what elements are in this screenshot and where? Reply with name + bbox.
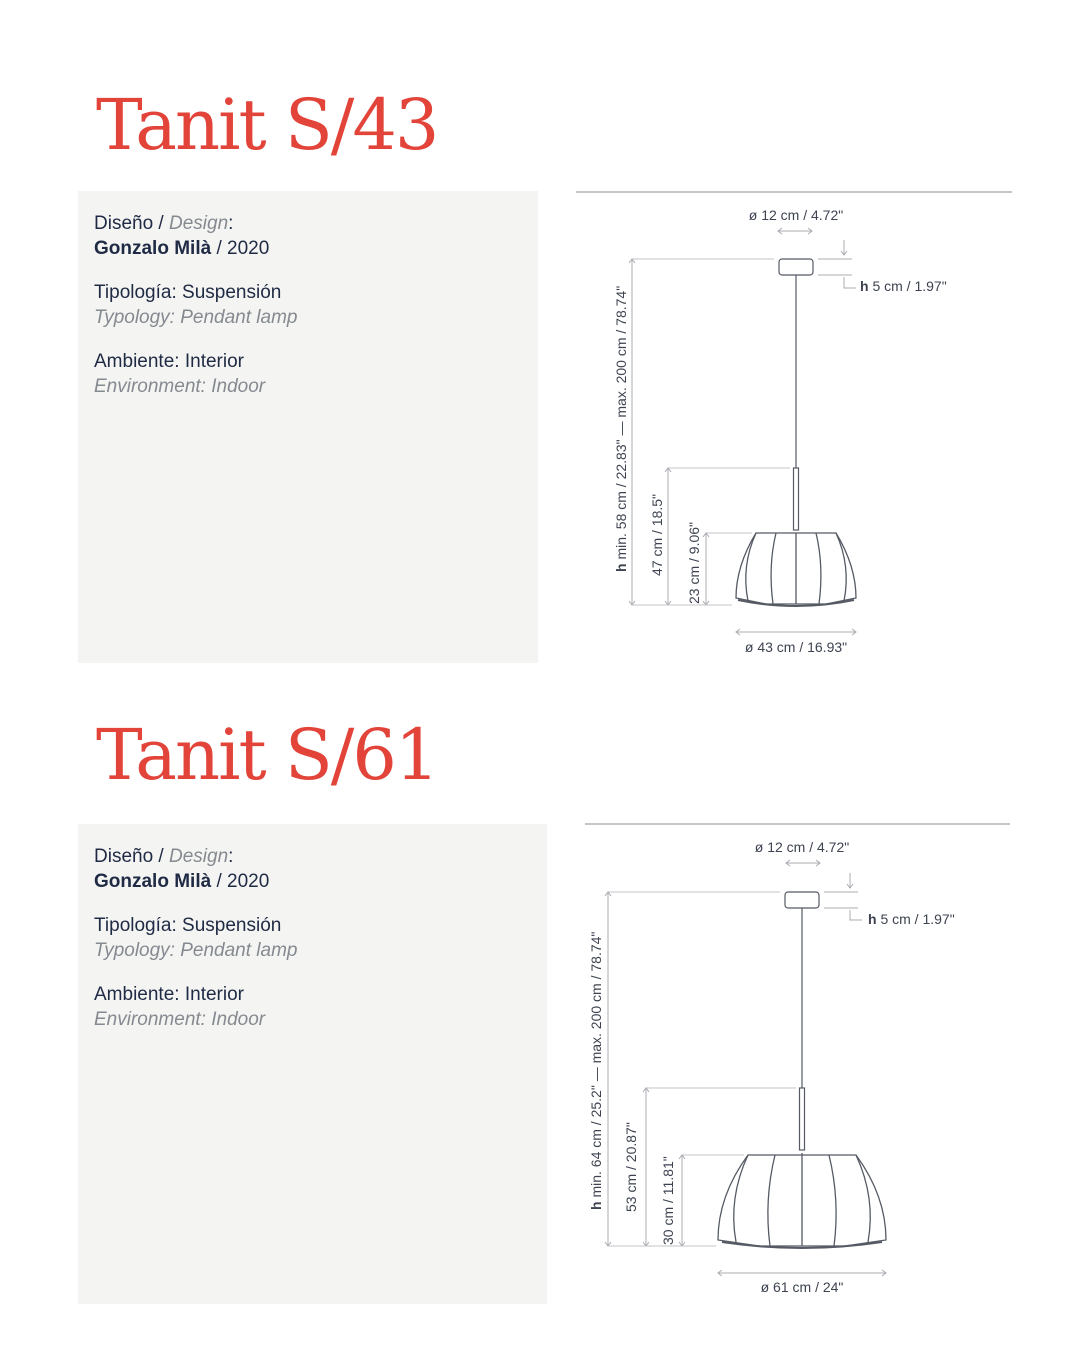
environment-line: Ambiente: Interior: [94, 351, 244, 372]
shade-height-label: 30 cm / 11.81": [660, 1156, 676, 1245]
product-title: Tanit S/43: [96, 84, 438, 166]
lamp-stem: [800, 1088, 805, 1150]
typology-label: Tipología: [94, 282, 172, 303]
total-height-label: h min. 58 cm / 22.83" — max. 200 cm / 78.74": [613, 285, 629, 572]
canopy: [785, 892, 819, 908]
design-label: Diseño: [94, 213, 154, 234]
canopy-height-label: h 5 cm / 1.97": [860, 278, 947, 294]
body-height-label: 47 cm / 18.5": [649, 493, 665, 576]
design-label-en: Design: [169, 846, 229, 867]
typology-label: Tipología: [94, 915, 172, 936]
info-panel: [78, 824, 547, 1304]
product-info: [94, 844, 298, 1032]
total-height-label: h min. 64 cm / 25.2" — max. 200 cm / 78.74": [588, 931, 604, 1210]
environment-label: Ambiente: [94, 984, 175, 1005]
typology-en: Typology: Pendant lamp: [94, 307, 298, 328]
design-label-en: Design: [169, 213, 229, 234]
typology-line: Tipología: Suspensión: [94, 915, 282, 936]
designer-line: Gonzalo Milà / 2020: [94, 871, 270, 892]
design-year: 2020: [227, 238, 270, 259]
canopy-diameter-label: ø 12 cm / 4.72": [748, 207, 844, 223]
info-panel: [78, 191, 538, 663]
typology-line: Tipología: Suspensión: [94, 282, 282, 303]
lamp-shade: [736, 533, 856, 606]
design-label: Diseño: [94, 846, 154, 867]
canopy: [779, 259, 813, 275]
lamp-stem: [794, 468, 799, 530]
shade-height-label: 23 cm / 9.06": [686, 521, 702, 604]
leader-line: [850, 910, 862, 920]
designer-name: Gonzalo Milà: [94, 238, 212, 259]
canopy-height-label: h 5 cm / 1.97": [868, 911, 955, 927]
designer-line: Gonzalo Milà / 2020: [94, 238, 270, 259]
environment-en: Environment: Indoor: [94, 376, 266, 397]
dimension-drawing: [560, 180, 1030, 680]
product-title: Tanit S/61: [96, 714, 438, 796]
lamp-shade: [718, 1153, 886, 1248]
design-line: Diseño / Design:: [94, 846, 234, 867]
design-line: Diseño / Design:: [94, 213, 234, 234]
shade-diameter-label: ø 43 cm / 16.93": [744, 639, 848, 655]
environment-line: Ambiente: Interior: [94, 984, 244, 1005]
designer-name: Gonzalo Milà: [94, 871, 212, 892]
leader-line: [844, 277, 856, 288]
product-info: [94, 211, 298, 399]
environment-label: Ambiente: [94, 351, 175, 372]
typology-value: Suspensión: [182, 282, 282, 303]
body-height-label: 53 cm / 20.87": [623, 1122, 639, 1212]
shade-diameter-label: ø 61 cm / 24": [760, 1279, 844, 1295]
typology-en: Typology: Pendant lamp: [94, 940, 298, 961]
environment-value: Interior: [184, 351, 244, 372]
environment-en: Environment: Indoor: [94, 1009, 266, 1030]
dimension-drawing: [560, 812, 1030, 1312]
typology-value: Suspensión: [182, 915, 282, 936]
design-year: 2020: [227, 871, 270, 892]
environment-value: Interior: [184, 984, 244, 1005]
canopy-diameter-label: ø 12 cm / 4.72": [754, 839, 850, 855]
